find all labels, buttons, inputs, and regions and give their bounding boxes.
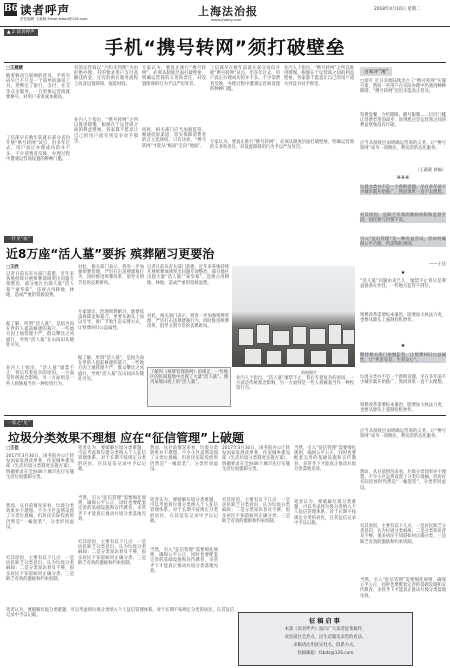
article3-paragraph: 当然，引入“征信管理”需要细化规则，确保公平公正，同时也要配套完善的基础设施和宣传教育，多管齐下才能真正推动垃圾分类落地见效。: [294, 446, 356, 472]
article3-paragraph: 笔者认为，要破解垃圾分类难题，可以考虑将垃圾分类纳入个人征信管理体系。对于长期不按规定分类的居民，在其征信记录中予以记载。: [6, 608, 234, 619]
article3-section-tag: 一家之“见”: [4, 420, 33, 427]
article1-paragraph: 有的运营商以“合约未到期”为由拒绝办理，有的要求用户支付高额违约金，还有的则在服务流程上故意设置障碍，拖延时间。: [74, 66, 138, 87]
sidebar-paragraph: 资费套餐、合约期限、靓号限制……层层门槛让消费者望而却步，说到底还是运营商之间的利益壁垒没有打破。: [360, 113, 446, 129]
article1-paragraph: 工信部早在数年前就在部分省份开展“携号转网”试点，但多年过去，用户真正办理成功的并不多。不少消费者反映，办理过程中遭遇运营商设置的种种门槛。: [210, 66, 280, 92]
sidebar-paragraph: 殡葬改革需要标本兼治，既要加大执法力度，也要从源头上遏制投机炒作。: [360, 403, 446, 414]
cemetery-photo: [232, 266, 355, 367]
sidebar-paragraph: 垃圾分类并不是一个新鲜话题，早在多年前不少城市就开始推广，然而效果一直不太理想。: [360, 185, 446, 196]
article3-paragraph: 究其原因，主要有以下几点：一是居民缺乏分类意识，认为垃圾分类麻烦；二是分类知识普及不够，很多居民不知道如何正确分类；三是缺乏有效的激励和约束机制。: [6, 556, 74, 582]
article2-paragraph: 据了解，所谓“活人墓”，是指为尚在世的人提前修建的墓穴。一些地方因土地管理不严，群众攀比之风盛行，导致“活人墓”在山间田头随处可见。: [78, 356, 144, 382]
sidebar-paragraph: “活人墓”问题由来已久，屡禁不止背后是利益链条在作怪，一些地方监管不到位。: [360, 279, 446, 290]
commentary-sidebar: [360, 67, 446, 463]
article3-paragraph: 然而，从目前情况来看，垃圾分类效果并不理想。不少小区虽然设置了分类垃圾桶，但居民实际投放时仍然是“一桶混装”，分类形同虚设。: [6, 504, 74, 530]
editor-line: 责任编辑 王葳葳 Email:fzbdz@126.com: [20, 16, 88, 21]
article2-paragraph: 对此，相关部门表示，将进一步加强殡葬管理，严厉打击违规建墓行为，同时推进殡葬改革，倡导文明节俭的丧葬新风。: [147, 314, 229, 330]
call-for-submissions-box: [238, 612, 413, 666]
section-badge: B6: [4, 4, 18, 14]
article1-paragraph: 同时，相关部门应当加强监管，畅通投诉渠道，切实保障消费者的自主选择权。只有这样，“携号转网”才能从“纸面”走向“地面”。: [142, 128, 206, 149]
issue-date: 2018年4月10日 星期二: [374, 7, 421, 12]
article3-paragraph: 笔者认为，要破解垃圾分类难题，可以考虑将垃圾分类纳入个人征信管理体系。对于长期不按规定分类的居民，在其征信记录中予以记载。: [294, 500, 356, 526]
headline-living-tombs: 近8万座“活人墓”要拆 殡葬陋习更要治: [6, 247, 215, 261]
article2-author: □王欣: [6, 265, 19, 270]
article1-paragraph: 专家认为，要真正推行“携号转网”，必须从制度层面打破壁垒，明确运营商的义务和责任，对设置障碍的行为予以严厉处罚。: [210, 140, 354, 151]
headline-garbage-sorting: 垃圾分类效果不理想 应在“征信管理”上破题: [8, 431, 244, 445]
sidebar-paragraph: 期待相关部门加强监管，让殡葬回归公益属性，让“死者安息、生者安心”。: [360, 353, 446, 364]
sidebar-paragraph: 应当从制度层面明确运营商的义务，让“携号转网”成为一项便民、利民的常态化服务。: [360, 141, 446, 152]
article2-paragraph: 据了解，所谓“活人墓”，是指为尚在世的人提前修建的墓穴。一些地方因土地管理不严，群众攀比之风盛行，导致“活人墓”在山间田头随处可见。: [6, 322, 74, 348]
sidebar-paragraph: 究其原因，是缺乏有效的激励机制和监督手段，居民参与热情不高。: [360, 213, 446, 224]
article1-paragraph: 工信部早在数年前就在部分省份开展“携号转网”试点，但多年过去，用户真正办理成功的并不多。不少消费者反映，办理过程中遭遇运营商设置的种种门槛。: [6, 136, 70, 162]
article3-paragraph: 究其原因，主要有以下几点：一是居民缺乏分类意识，认为垃圾分类麻烦；二是分类知识普及不够，很多居民不知道如何正确分类；三是缺乏有效的激励和约束机制。: [360, 524, 446, 545]
newspaper-website: www.jfdaily.com: [211, 17, 242, 22]
star-divider: ★: [400, 270, 406, 276]
separator-marks: ※※※: [396, 175, 410, 181]
article1-paragraph: 专家认为，要真正推行“携号转网”，必须从制度层面打破壁垒，明确运营商的义务和责任，对设置障碍的行为予以严厉处罚。: [142, 66, 206, 87]
notice-title: 征稿启事: [309, 618, 342, 625]
photo-credit: 资料照片: [301, 370, 317, 375]
article1-paragraph: 业内人士指出，“携号转网”之所以推进缓慢，根源在于运营商之间的利益壁垒。各家都不愿意让自己的用户流失到竞争对手那里。: [74, 118, 138, 144]
article3-paragraph: 究其原因，主要有以下几点：一是居民缺乏分类意识，认为垃圾分类麻烦；二是分类知识普及不够，很多居民不知道如何正确分类；三是缺乏有效的激励和约束机制。: [78, 540, 146, 566]
notice-email: 投稿邮箱：fzbdz@126.com: [297, 651, 354, 656]
sidebar-paragraph: 垃圾分类并不是一个新鲜话题，早在多年前不少城市就开始推广，然而效果一直不太理想。: [360, 375, 446, 386]
sidebar-signature: ——王佳: [429, 261, 446, 266]
article2-paragraph: 专家建议，治理殡葬陋习，既要依法拆除违规墓穴，更要从源头上加以引导，推广节地生态安葬方式，让殡葬回归公益属性。: [78, 310, 144, 331]
star-divider: ★: [400, 343, 406, 349]
masthead: [0, 0, 450, 27]
top-section-tag: ▲ 2 读者呼声: [4, 29, 38, 36]
article2-paragraph: 业内人士指出，“活人墓”屡禁不止，背后有着复杂的原因。一方面是传统观念影响，另一方面则是一些人将修墓当作一种投资行为。: [236, 376, 354, 392]
article3-paragraph: 2017年3月30日，国务院办公厅转发国家发展改革委、住房城乡建设部《生活垃圾分类制度实施方案》，明确要求在全国46个城市先行实施生活垃圾强制分类。: [222, 446, 290, 472]
sidebar-paragraph: 应当从制度层面明确运营商的义务，让“携号转网”成为一项便民、利民的常态化服务。: [360, 429, 446, 440]
article3-paragraph: 笔者认为，要破解垃圾分类难题，可以考虑将垃圾分类纳入个人征信管理体系。对于长期不按规定分类的居民，在其征信记录中予以记载。: [78, 446, 146, 472]
article3-paragraph: 2017年3月30日，国务院办公厅转发国家发展改革委、住房城乡建设部《生活垃圾分类制度实施方案》，明确要求在全国46个城市先行实施生活垃圾强制分类。: [6, 454, 74, 480]
article3-paragraph: 当然，引入“征信管理”需要细化规则，确保公平公正，同时也要配套完善的基础设施和宣传教育，多管齐下才能真正推动垃圾分类落地见效。: [150, 548, 218, 574]
sidebar-paragraph: 引入“征信管理”是一种有益尝试，但如何确保公平合理，仍需细化规则。: [360, 237, 446, 248]
sidebar-title: 百家评“观”: [360, 67, 392, 76]
section-name: 读者呼声: [20, 3, 70, 17]
article3-paragraph: 究其原因，主要有以下几点：一是居民缺乏分类意识，认为垃圾分类麻烦；二是分类知识普及不够，很多居民不知道如何正确分类；三是缺乏有效的激励和约束机制。: [222, 498, 290, 524]
notice-line: 欢迎就社会热点、民生话题发表您的看法。: [284, 635, 367, 640]
article2-paragraph: 对此，相关部门表示，将进一步加强殡葬管理，严厉打击违规建墓行为，同时推进殡葬改革，倡导文明节俭的丧葬新风。: [78, 265, 144, 286]
article2-paragraph: 记者日前从有关部门获悉，近年来各地持续开展殡葬领域突出问题专项整治，部分地区出现大量“活人墓”“豪华墓”，违规占用耕地、林地，造成严重的资源浪费。: [6, 272, 74, 298]
headline-carrier-switch: 手机“携号转网”须打破壁垒: [104, 38, 346, 59]
article3-paragraph: 当然，引入“征信管理”需要细化规则，确保公平公正，同时也要配套完善的基础设施和宣传教育，多管齐下才能真正推动垃圾分类落地见效。: [78, 496, 146, 522]
article3-paragraph: 然而，从目前情况来看，垃圾分类效果并不理想。不少小区虽然设置了分类垃圾桶，但居民实际投放时仍然是“一桶混装”，分类形同虚设。: [150, 446, 218, 472]
article1-paragraph: 随着移动互联网的普及，手机号码早已不只是一个简单的通讯工具，更绑定了银行、支付、社交等众多服务。一旦更换运营商就要换号，对用户来说成本极高。: [6, 74, 70, 100]
article2-paragraph: 业内人士指出，“活人墓”屡禁不止，背后有着复杂的原因。一方面是传统观念影响，另一方面则是一些人将修墓当作一种投资行为。: [6, 366, 74, 387]
notice-line: 来稿请注明真实姓名、联系方式，: [293, 643, 358, 648]
notice-line: 本版《读者呼声》面向广大读者征集稿件，: [284, 627, 367, 632]
article3-author: □王佳: [6, 446, 19, 451]
divider: [4, 415, 446, 416]
article2-section-tag: 一针见“血”: [4, 236, 33, 243]
sidebar-signature: （王葳葳 供稿）: [415, 167, 446, 172]
article3-paragraph: 当然，引入“征信管理”需要细化规则，确保公平公正，同时也要配套完善的基础设施和宣传教育，多管齐下才能真正推动垃圾分类落地见效。: [360, 578, 446, 599]
article2-paragraph: 记者日前从有关部门获悉，近年来各地持续开展殡葬领域突出问题专项整治，部分地区出现大量“活人墓”“豪华墓”，违规占用耕地、林地，造成严重的资源浪费。: [147, 265, 229, 286]
article1-author: □王葳葳: [6, 66, 23, 71]
newspaper-name: 上海法治报: [198, 5, 258, 18]
article3-paragraph: 然而，从目前情况来看，垃圾分类效果并不理想。不少小区虽然设置了分类垃圾桶，但居民实际投放时仍然是“一桶混装”，分类形同虚设。: [360, 470, 446, 491]
divider: [4, 62, 446, 63]
sidebar-paragraph: □徐可 近日多地陆续出台了“携号转网”实施方案，然而一些用户在实际办理中仍遇到种种障碍，“携号转网”迟迟未能真正普及。: [360, 79, 446, 95]
article3-paragraph: 笔者认为，要破解垃圾分类难题，可以考虑将垃圾分类纳入个人征信管理体系。对于长期不按规定分类的居民，在其征信记录中予以记载。: [150, 498, 218, 524]
article1-paragraph: 业内人士指出，“携号转网”之所以推进缓慢，根源在于运营商之间的利益壁垒。各家都不愿意让自己的用户流失到竞争对手那里。: [284, 66, 354, 87]
sidebar-paragraph: 殡葬改革需要标本兼治，既要加大执法力度，也要从源头上遏制投机炒作。: [360, 313, 446, 324]
photo-caption: 了解到《殡葬管理条例》的规定，一些地区的民间墓地中出现了大量“活人墓”。图为某地山坡上的“活人墓”。: [147, 367, 231, 407]
